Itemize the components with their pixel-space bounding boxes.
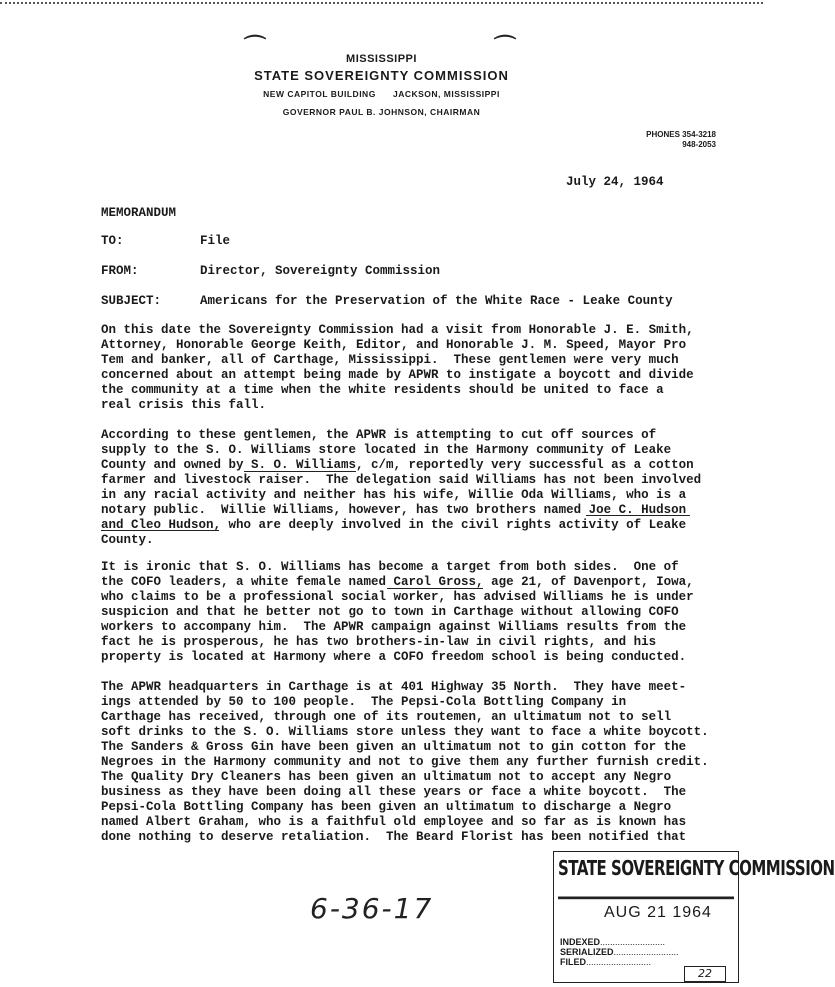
phones-line-2: 948-2053 xyxy=(682,140,716,149)
text-line: who claims to be a professional social worker, has advised Williams he is under xyxy=(101,590,694,604)
stamp-serialized: SERIALIZED ..... xyxy=(560,947,679,957)
text-line: the COFO leaders, a white female named Carol Gross, age 21, of Davenport, Iowa, xyxy=(101,575,694,589)
stamp-fields xyxy=(560,937,679,967)
memo-type: MEMORANDUM xyxy=(101,206,177,220)
to-value: File xyxy=(200,234,231,248)
subject-value: Americans for the Preservation of the White Race - Leake County xyxy=(200,294,673,308)
stamp-header: STATE SOVEREIGNTY COMMISSION xyxy=(558,856,734,899)
text-line: workers to accompany him. The APWR campaign against Williams results from the xyxy=(101,620,687,634)
text-line: Carthage has received, through one of its routemen, an ultimatum not to sell xyxy=(101,710,672,724)
text-line: Negroes in the Harmony community and not to give them any further furnish credit. xyxy=(101,755,709,769)
text-line: It is ironic that S. O. Williams has become a target from both sides. One of xyxy=(101,560,679,574)
paragraph-4 xyxy=(101,680,709,845)
letterhead-state: MISSISSIPPI xyxy=(346,53,417,65)
top-perforation xyxy=(0,2,763,4)
text-line: concerned about an attempt being made by APWR to instigate a boycott and divide xyxy=(101,368,694,382)
handwritten-underline xyxy=(586,515,690,516)
letterhead-chairman: GOVERNOR PAUL B. JOHNSON, CHAIRMAN xyxy=(282,107,481,117)
text-line: suspicion and that he better not go to town in Carthage without allowing COFO xyxy=(101,605,679,619)
text-line: and Cleo Hudson, who are deeply involved in the civil rights activity of Leake xyxy=(101,518,687,532)
subject-label: SUBJECT: xyxy=(101,294,162,308)
phones-line-1: PHONES 354-3218 xyxy=(646,130,716,139)
from-label: FROM: xyxy=(101,264,139,278)
text-line: the community at a time when the white residents should be united to face a xyxy=(101,383,664,397)
text-line: done nothing to deserve retaliation. The Beard Florist has been notified that xyxy=(101,830,687,844)
paragraph-1 xyxy=(101,323,701,413)
received-stamp xyxy=(553,851,835,983)
text-line: Tem and banker, all of Carthage, Mississippi. These gentlemen were very much xyxy=(101,353,679,367)
from-value: Director, Sovereignty Commission xyxy=(200,264,441,278)
text-line: The Sanders & Gross Gin have been given an ultimatum not to gin cotton for the xyxy=(101,740,687,754)
stamp-indexed: INDEXED ..... xyxy=(560,937,679,947)
text-line: County. xyxy=(101,533,154,547)
text-line: farmer and livestock raiser. The delegation said Williams has not been involved xyxy=(101,473,702,487)
text-line: The Quality Dry Cleaners has been given an ultimatum not to accept any Negro xyxy=(101,770,672,784)
text-line: real crisis this fall. xyxy=(101,398,267,412)
text-line: Pepsi-Cola Bottling Company has been given an ultimatum to discharge a Negro xyxy=(101,800,672,814)
text-line: in any racial activity and neither has his wife, Willie Oda Williams, who is a xyxy=(101,488,687,502)
hole-punch-mark-left: ⌒ xyxy=(244,35,267,60)
text-line: According to these gentlemen, the APWR is attempting to cut off sources of xyxy=(101,428,657,442)
text-line: supply to the S. O. Williams store located in the Harmony community of Leake xyxy=(101,443,672,457)
letterhead-address: NEW CAPITOL BUILDING JACKSON, MISSISSIPPI xyxy=(263,89,500,99)
stamp-filed: FILED ..... xyxy=(560,957,679,967)
text-line: The APWR headquarters in Carthage is at 401 Highway 35 North. They have meet- xyxy=(101,680,687,694)
handwritten-file-number: 6-36-17 xyxy=(310,892,434,925)
letterhead-phones xyxy=(620,130,716,150)
text-line: fact he is prosperous, he has two brothers-in-law in civil rights, and his xyxy=(101,635,657,649)
text-line: County and owned by S. O. Williams, c/m, reportedly very successful as a cotton xyxy=(101,458,694,472)
memo-date: July 24, 1964 xyxy=(566,175,664,189)
text-line: On this date the Sovereignty Commission had a visit from Honorable J. E. Smith, xyxy=(101,323,694,337)
stamp-date: AUG 21 1964 xyxy=(604,904,712,921)
hole-punch-mark-right: ⌒ xyxy=(494,35,517,60)
text-line: soft drinks to the S. O. Williams store unless they want to face a white boycott. xyxy=(101,725,709,739)
text-line: business as they have been doing all these years or face a white boycott. The xyxy=(101,785,687,799)
text-line: Attorney, Honorable George Keith, Editor, and Honorable J. M. Speed, Mayor Pro xyxy=(101,338,687,352)
text-line: property is located at Harmony where a COFO freedom school is being conducted. xyxy=(101,650,687,664)
to-label: TO: xyxy=(101,234,124,248)
text-line: notary public. Willie Williams, however, has two brothers named Joe C. Hudson xyxy=(101,503,687,517)
handwritten-underline xyxy=(387,588,483,589)
text-line: ings attended by 50 to 100 people. The Pepsi-Cola Bottling Company in xyxy=(101,695,627,709)
text-line: named Albert Graham, who is a faithful old employee and so far as is known has xyxy=(101,815,687,829)
stamp-box-mark: 22 xyxy=(684,966,726,982)
paragraph-3 xyxy=(101,560,701,665)
letterhead-commission: STATE SOVEREIGNTY COMMISSION xyxy=(254,68,509,83)
handwritten-underline xyxy=(101,530,219,531)
handwritten-underline xyxy=(244,471,356,472)
